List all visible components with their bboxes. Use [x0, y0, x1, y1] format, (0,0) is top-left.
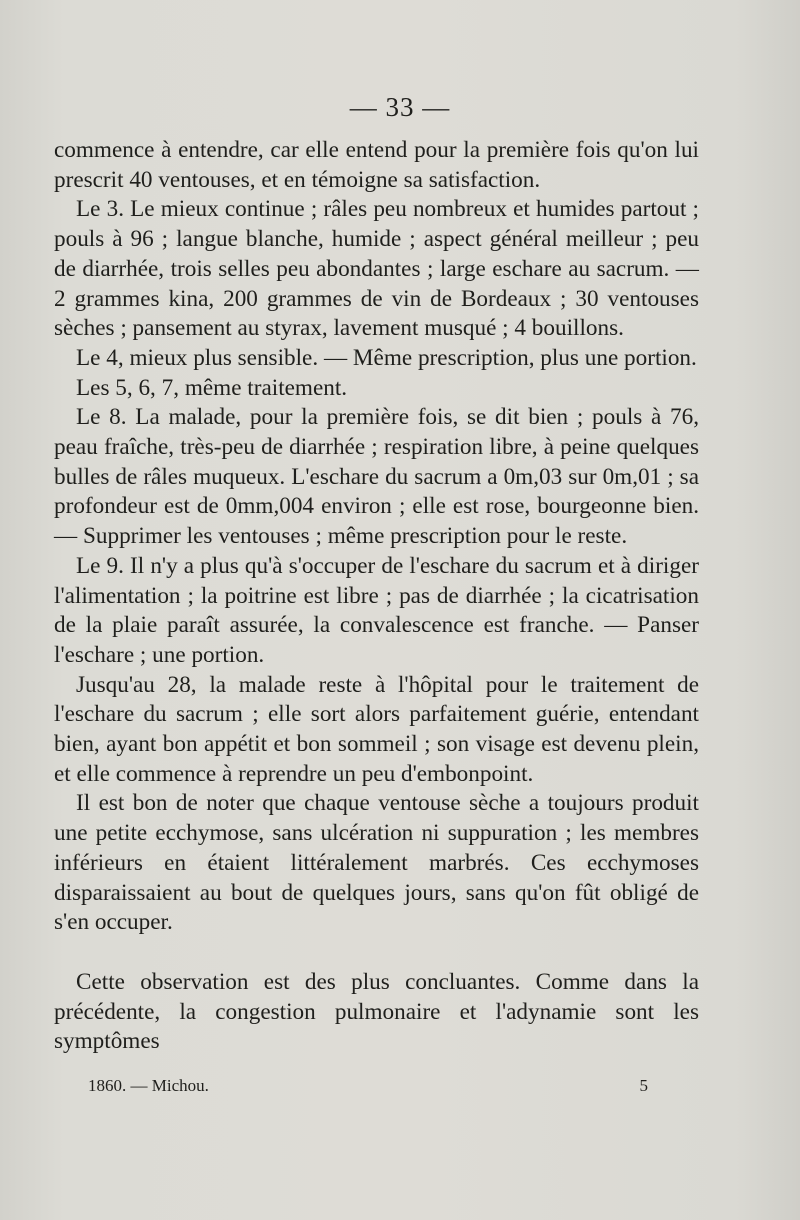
paragraph: Il est bon de noter que chaque ventouse sèche a toujours produit une petite ecchymose, sans ulcération ni suppuration ; les membres inférieurs en étaient littéralement marbrés. Ces ecchymoses disparaissaient au bout de quelques jours, sans qu'on fût obligé de s'en occuper. — [54, 790, 699, 936]
paragraph: Les 5, 6, 7, même traitement. — [76, 374, 348, 401]
paragraph: Le 9. Il n'y a plus qu'à s'occuper de l'eschare du sacrum et à diriger l'alimentation ; la poitrine est libre ; pas de diarrhée ; la cicatrisation de la plaie paraît assurée, la convalescence est franche. — Panser l'eschare ; une portion. — [54, 552, 699, 668]
gathering-number: 5 — [639, 1076, 648, 1095]
paragraph: commence à entendre, car elle entend pour la première fois qu'on lui prescrit 40 ventouses, et en témoigne sa satisfaction. — [54, 137, 699, 193]
page-number: — 33 — — [349, 92, 451, 122]
paragraph: Le 4, mieux plus sensible. — Même prescription, plus une portion. — [76, 344, 697, 371]
paragraph: Cette observation est des plus concluantes. Comme dans la précédente, la congestion pulmonaire et l'adynamie sont les symptômes — [54, 968, 699, 1055]
paragraph: Le 3. Le mieux continue ; râles peu nombreux et humides partout ; pouls à 96 ; langue blanche, humide ; aspect général meilleur ; peu de diarrhée, trois selles peu abondantes ; large eschare au sacrum. — 2 grammes kina, 200 grammes de vin de Bordeaux ; 30 ventouses sèches ; pansement au styrax, lavement musqué ; 4 bouillons. — [54, 196, 699, 342]
paragraph: Jusqu'au 28, la malade reste à l'hôpital pour le traitement de l'eschare du sacrum ; elle sort alors parfaitement guérie, entendant bien, ayant bon appétit et bon sommeil ; son visage est devenu plein, et elle commence à reprendre un peu d'embonpoint. — [54, 671, 699, 787]
page-footer — [88, 1076, 648, 1096]
signature-mark: 1860. — Michou. — [88, 1076, 209, 1095]
paragraph: Le 8. La malade, pour la première fois, se dit bien ; pouls à 76, peau fraîche, très-peu de diarrhée ; respiration libre, à peine quelques bulles de râles muqueux. L'eschare du sacrum a 0m,03 sur 0m,01 ; sa profondeur est de 0mm,004 environ ; elle est rose, bourgeonne bien. — Supprimer les ventouses ; même prescription pour le reste. — [54, 404, 699, 550]
body-text — [54, 136, 699, 1057]
